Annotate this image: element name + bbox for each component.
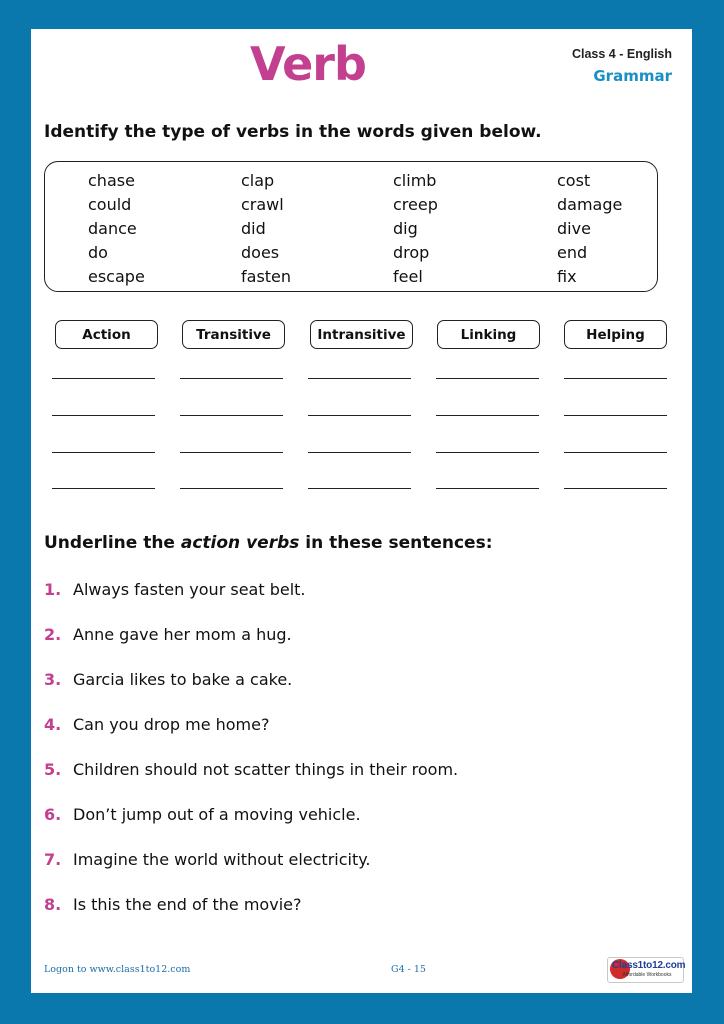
category-linking: Linking <box>437 320 540 349</box>
sentence-text: Is this the end of the movie? <box>73 895 302 914</box>
sentence-text: Don’t jump out of a moving vehicle. <box>73 805 361 824</box>
sentence-number: 3. <box>44 670 62 689</box>
sentence-item <box>44 625 292 644</box>
sentence-text: Always fasten your seat belt. <box>73 580 306 599</box>
category-transitive: Transitive <box>182 320 285 349</box>
logo-brand-text: Class1to12.com <box>612 960 686 971</box>
answer-blank[interactable] <box>436 488 539 489</box>
answer-blank[interactable] <box>308 378 411 379</box>
word-bank <box>44 161 658 292</box>
page-title: Verb <box>250 37 366 91</box>
word-item: dive <box>557 219 591 238</box>
answer-blank[interactable] <box>564 378 667 379</box>
answer-blank[interactable] <box>564 415 667 416</box>
word-item: does <box>241 243 280 262</box>
sentence-number: 4. <box>44 715 62 734</box>
word-item: dance <box>88 219 137 238</box>
answer-blank[interactable] <box>180 488 283 489</box>
sentence-text: Can you drop me home? <box>73 715 270 734</box>
word-item: did <box>241 219 266 238</box>
sentence-number: 6. <box>44 805 62 824</box>
word-item: fasten <box>241 267 292 286</box>
sentence-number: 2. <box>44 625 62 644</box>
word-item: creep <box>393 195 438 214</box>
sentence-item <box>44 580 306 599</box>
word-item: do <box>88 243 108 262</box>
sentence-item <box>44 670 292 689</box>
section1-instruction: Identify the type of verbs in the words given below. <box>44 122 542 142</box>
answer-blank[interactable] <box>564 488 667 489</box>
category-action: Action <box>55 320 158 349</box>
answer-blank[interactable] <box>436 378 539 379</box>
answer-blank[interactable] <box>52 378 155 379</box>
word-item: cost <box>557 171 591 190</box>
sentence-item <box>44 850 371 869</box>
worksheet-page <box>31 29 692 993</box>
footer-page-number: G4 - 15 <box>391 964 426 975</box>
footer-logon-link[interactable]: Logon to www.class1to12.com <box>44 964 191 975</box>
instruction-emphasis: action verbs <box>180 533 300 553</box>
answer-blank[interactable] <box>436 452 539 453</box>
answer-blank[interactable] <box>308 488 411 489</box>
answer-blank[interactable] <box>180 452 283 453</box>
word-item: escape <box>88 267 145 286</box>
answer-blank[interactable] <box>52 488 155 489</box>
answer-blank[interactable] <box>180 415 283 416</box>
sentence-number: 5. <box>44 760 62 779</box>
word-item: end <box>557 243 588 262</box>
answer-blank[interactable] <box>308 452 411 453</box>
answer-blank[interactable] <box>180 378 283 379</box>
word-item: climb <box>393 171 437 190</box>
word-item: chase <box>88 171 135 190</box>
answer-blank[interactable] <box>308 415 411 416</box>
sentence-number: 7. <box>44 850 62 869</box>
subject-label: Grammar <box>593 67 672 85</box>
brand-logo <box>607 957 684 983</box>
word-item: dig <box>393 219 418 238</box>
sentence-item <box>44 895 301 914</box>
word-item: could <box>88 195 132 214</box>
sentence-number: 8. <box>44 895 62 914</box>
sentence-number: 1. <box>44 580 62 599</box>
word-item: feel <box>393 267 423 286</box>
word-item: clap <box>241 171 275 190</box>
sentence-text: Children should not scatter things in their room. <box>73 760 459 779</box>
sentence-item <box>44 805 361 824</box>
category-helping: Helping <box>564 320 667 349</box>
class-label: Class 4 - English <box>571 47 672 61</box>
sentence-text: Anne gave her mom a hug. <box>73 625 292 644</box>
category-intransitive: Intransitive <box>310 320 413 349</box>
sentence-text: Imagine the world without electricity. <box>73 850 371 869</box>
logo-tagline: Affordable Workbooks <box>622 972 672 978</box>
answer-blank[interactable] <box>564 452 667 453</box>
sentence-item <box>44 760 458 779</box>
sentence-text: Garcia likes to bake a cake. <box>73 670 293 689</box>
answer-blank[interactable] <box>52 415 155 416</box>
instruction-text: Underline the <box>44 533 181 553</box>
section2-instruction <box>44 533 493 553</box>
instruction-text: in these sentences: <box>299 533 493 553</box>
word-item: damage <box>557 195 623 214</box>
answer-blank[interactable] <box>436 415 539 416</box>
answer-blank[interactable] <box>52 452 155 453</box>
sentence-item <box>44 715 269 734</box>
word-item: fix <box>557 267 577 286</box>
word-item: drop <box>393 243 430 262</box>
word-item: crawl <box>241 195 284 214</box>
